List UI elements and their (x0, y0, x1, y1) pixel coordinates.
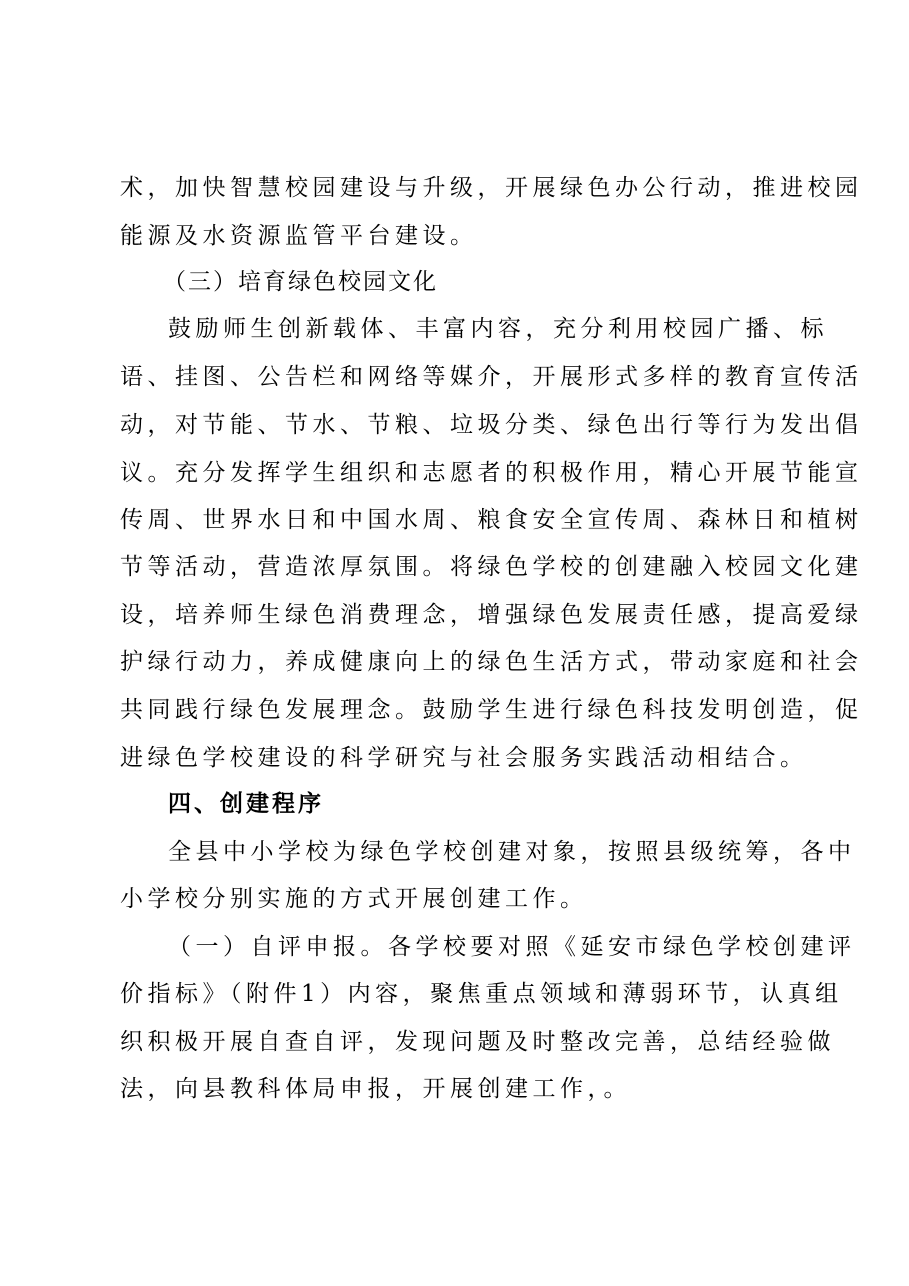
text-line: 动，对节能、节水、节粮、垃圾分类、绿色出行等行为发出倡 (120, 412, 863, 438)
text-line: 织积极开展自查自评，发现问题及时整改完善，总结经验做 (120, 1029, 835, 1055)
section-heading: 四、创建程序 (168, 791, 324, 817)
text-line: 价指标》（附件1）内容，聚焦重点领域和薄弱环节，认真组 (120, 981, 843, 1007)
text-line: 设，培养师生绿色消费理念，增强绿色发展责任感，提高爱绿 (120, 602, 863, 628)
text-line: 共同践行绿色发展理念。鼓励学生进行绿色科技发明创造，促 (120, 697, 863, 723)
section-subheading: （三）培育绿色校园文化 (163, 269, 438, 295)
text-line: （一）自评申报。各学校要对照《延安市绿色学校创建评 (168, 934, 856, 960)
text-line: 法，向县教科体局申报，开展创建工作，。 (120, 1076, 631, 1102)
text-line: 能源及水资源监管平台建设。 (120, 223, 478, 249)
text-line: 小学校分别实施的方式开展创建工作。 (120, 886, 588, 912)
text-line: 节等活动，营造浓厚氛围。将绿色学校的创建融入校园文化建 (120, 554, 863, 580)
text-line: 传周、世界水日和中国水周、粮食安全宣传周、森林日和植树 (120, 507, 863, 533)
text-line: 全县中小学校为绿色学校创建对象，按照县级统筹，各中 (168, 839, 856, 865)
text-line: 议。充分发挥学生组织和志愿者的积极作用，精心开展节能宣 (120, 460, 863, 486)
text-line: 术，加快智慧校园建设与升级，开展绿色办公行动，推进校园 (120, 175, 863, 201)
text-line: 护绿行动力，养成健康向上的绿色生活方式，带动家庭和社会 (120, 649, 863, 675)
text-line: 进绿色学校建设的科学研究与社会服务实践活动相结合。 (120, 745, 808, 771)
text-line: 鼓励师生创新载体、丰富内容，充分利用校园广播、标 (168, 316, 828, 342)
text-line: 语、挂图、公告栏和网络等媒介，开展形式多样的教育宣传活 (120, 364, 863, 390)
